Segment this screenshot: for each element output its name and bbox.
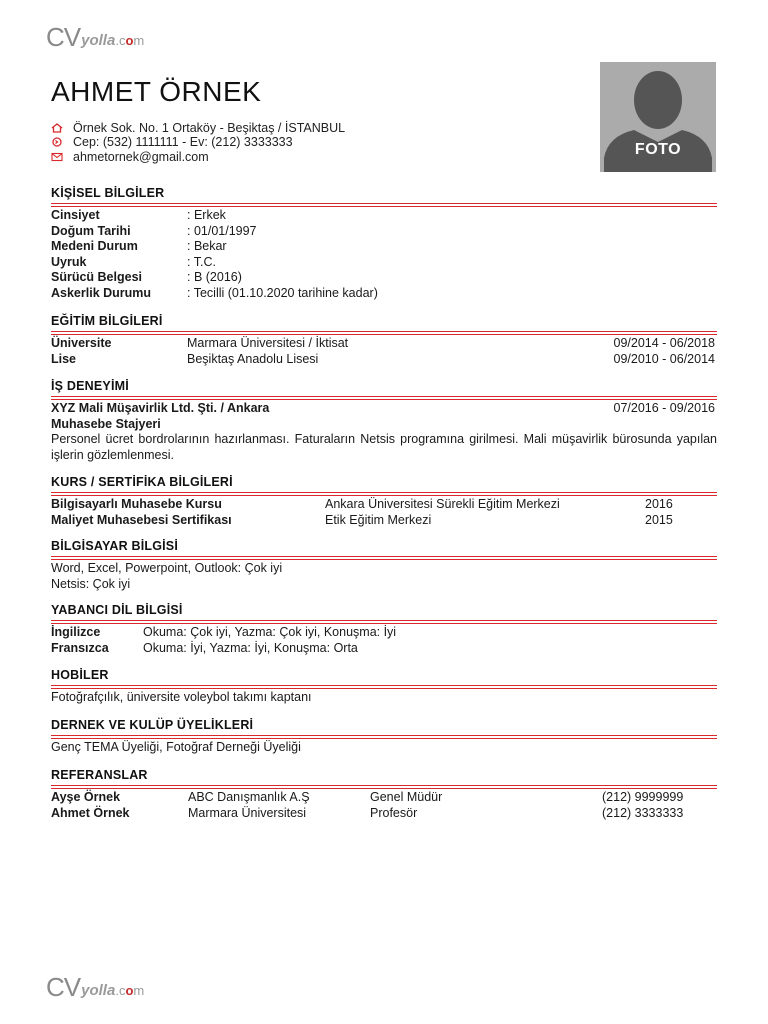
address-text: Örnek Sok. No. 1 Ortaköy - Beşiktaş / İSTANBUL bbox=[73, 121, 346, 135]
education-row: Lise Beşiktaş Anadolu Lisesi 09/2010 - 06/2014 bbox=[51, 351, 715, 366]
email-text: ahmetornek@gmail.com bbox=[73, 150, 209, 164]
education-row: Üniversite Marmara Üniversitesi / İktisat 09/2014 - 06/2018 bbox=[51, 336, 715, 350]
logo-cv-text: CV bbox=[46, 22, 81, 52]
phone-icon bbox=[51, 137, 63, 147]
contact-email bbox=[51, 150, 209, 164]
experience-dates: 07/2016 - 09/2016 bbox=[613, 401, 715, 415]
courses-section bbox=[51, 475, 717, 528]
info-row: Medeni Durum : Bekar bbox=[51, 239, 227, 253]
info-row: Uyruk : T.C. bbox=[51, 254, 216, 269]
hobbies-text: Fotoğrafçılık, üniversite voleybol takımı kaptanı bbox=[51, 690, 312, 704]
home-icon bbox=[51, 123, 63, 133]
personal-info-section bbox=[51, 186, 717, 301]
section-title: KİŞİSEL BİLGİLER bbox=[51, 186, 165, 200]
computer-skills-section bbox=[51, 539, 717, 592]
section-title: DERNEK VE KULÜP ÜYELİKLERİ bbox=[51, 718, 254, 732]
envelope-icon bbox=[51, 152, 63, 162]
contact-address bbox=[51, 121, 345, 135]
section-divider bbox=[51, 685, 717, 690]
memberships-text: Genç TEMA Üyeliği, Fotoğraf Derneği Üyeliği bbox=[51, 740, 301, 754]
photo-label: FOTO bbox=[634, 141, 682, 158]
language-row: Fransızca Okuma: İyi, Yazma: İyi, Konuşma: Orta bbox=[51, 640, 358, 655]
hobbies-section bbox=[51, 668, 717, 706]
experience-section bbox=[51, 379, 717, 463]
cvyolla-logo bbox=[46, 24, 144, 50]
section-title: EĞİTİM BİLGİLERİ bbox=[51, 314, 163, 328]
position-title: Muhasebe Stajyeri bbox=[51, 416, 161, 431]
section-title: İŞ DENEYİMİ bbox=[51, 379, 129, 393]
photo-placeholder bbox=[600, 62, 716, 172]
section-title: HOBİLER bbox=[51, 668, 109, 682]
info-row: Cinsiyet : Erkek bbox=[51, 208, 226, 222]
education-section bbox=[51, 314, 717, 367]
company-name: XYZ Mali Müşavirlik Ltd. Şti. / Ankara bbox=[51, 401, 270, 415]
skill-line: Word, Excel, Powerpoint, Outlook: Çok iyi bbox=[51, 561, 283, 575]
section-divider bbox=[51, 556, 717, 561]
course-row: Maliyet Muhasebesi Sertifikası Etik Eğitim Merkezi 2015 bbox=[51, 512, 673, 527]
references-section bbox=[51, 768, 717, 821]
section-title: KURS / SERTİFİKA BİLGİLERİ bbox=[51, 475, 233, 489]
course-row: Bilgisayarlı Muhasebe Kursu Ankara Üniversitesi Sürekli Eğitim Merkezi 2016 bbox=[51, 497, 673, 511]
logo-cv-text: CV bbox=[46, 972, 81, 1002]
info-row: Doğum Tarihi : 01/01/1997 bbox=[51, 223, 257, 238]
experience-header-row bbox=[51, 401, 717, 417]
section-title: REFERANSLAR bbox=[51, 768, 148, 782]
logo-com-text: .com bbox=[115, 983, 145, 998]
section-title: BİLGİSAYAR BİLGİSİ bbox=[51, 539, 179, 553]
section-title: YABANCI DİL BİLGİSİ bbox=[51, 603, 183, 617]
experience-position-row bbox=[51, 417, 717, 433]
logo-com-text: .com bbox=[115, 33, 145, 48]
logo-yolla-text: yolla bbox=[81, 982, 116, 999]
language-row: İngilizce Okuma: Çok iyi, Yazma: Çok iyi, Konuşma: İyi bbox=[51, 625, 397, 639]
reference-row: Ayşe Örnek ABC Danışmanlık A.Ş Genel Müdür (212) 9999999 bbox=[51, 790, 684, 804]
reference-row: Ahmet Örnek Marmara Üniversitesi Profesör (212) 3333333 bbox=[51, 805, 684, 820]
languages-section bbox=[51, 603, 717, 656]
memberships-section bbox=[51, 718, 717, 756]
cvyolla-footer-logo bbox=[46, 974, 144, 1000]
logo-yolla-text: yolla bbox=[81, 32, 116, 49]
skill-line: Netsis: Çok iyi bbox=[51, 576, 131, 591]
info-row: Askerlik Durumu : Tecilli (01.10.2020 tarihine kadar) bbox=[51, 285, 378, 300]
section-divider bbox=[51, 735, 717, 740]
experience-description: Personel ücret bordrolarının hazırlanması. Faturaların Netsis programına girilmesi. Mali müşavirlik bürosunda yapılan işlerin gözlemlenmesi. bbox=[51, 432, 717, 462]
phone-text: Cep: (532) 1111111 - Ev: (212) 3333333 bbox=[73, 135, 293, 149]
candidate-name: AHMET ÖRNEK bbox=[51, 76, 262, 107]
contact-phone bbox=[51, 135, 293, 149]
info-row: Sürücü Belgesi : B (2016) bbox=[51, 270, 242, 284]
